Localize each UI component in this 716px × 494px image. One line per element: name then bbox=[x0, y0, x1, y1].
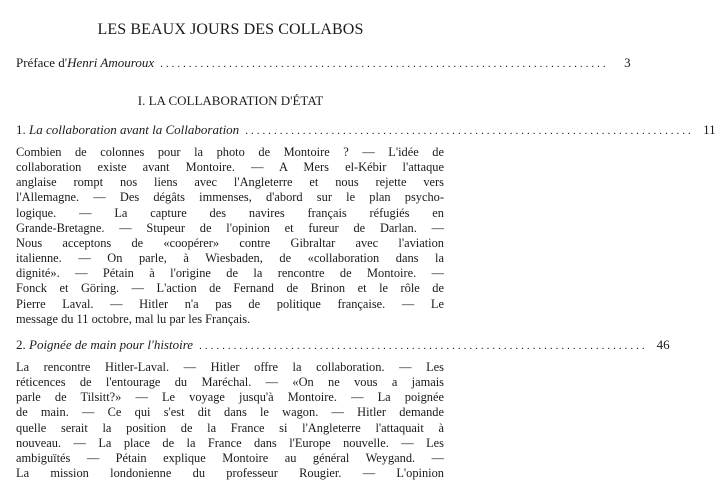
preface-label-prefix: Préface d' bbox=[16, 55, 68, 70]
summary-line: La mission londonienne du professeur Rougier. — L'opinion bbox=[16, 466, 444, 481]
toc-chapter-1-label bbox=[16, 122, 239, 138]
chapter-title: La collaboration avant la Collaboration bbox=[29, 122, 240, 137]
summary-line: Combien de colonnes pour la photo de Montoire ? — L'idée de bbox=[16, 145, 444, 159]
toc-entry-preface[interactable] bbox=[16, 55, 631, 71]
toc-entry-chapter-1[interactable] bbox=[16, 122, 716, 138]
chapter-1-summary bbox=[16, 145, 444, 327]
toc-page-number: 11 bbox=[703, 122, 716, 137]
summary-line: ambiguïtés — Pétain explique Montoire au général Weygand. — bbox=[16, 450, 444, 465]
summary-line: logique. — La capture des navires français réfugiés en bbox=[16, 205, 444, 220]
toc-page-number: 3 bbox=[624, 55, 631, 70]
dot-leader: .............................................................................. bbox=[245, 125, 694, 137]
summary-line: dignité». — Pétain à l'origine de la rencontre de Montoire. — bbox=[16, 266, 444, 281]
summary-line: La rencontre Hitler-Laval. — Hitler offre la collaboration. — Les bbox=[16, 360, 444, 374]
summary-line: message du 11 octobre, mal lu par les Français. bbox=[16, 311, 251, 326]
summary-line: nouveau. — La place de la France dans l'Europe nouvelle. — Les bbox=[16, 435, 444, 450]
toc-page-number: 46 bbox=[656, 337, 670, 352]
book-title: LES BEAUX JOURS DES COLLABOS bbox=[97, 21, 364, 38]
summary-line: collaboration existe avant Montoire. — A Mers el-Kébir l'attaque bbox=[16, 160, 444, 175]
toc-chapter-2-label bbox=[16, 337, 193, 353]
summary-line: quelle serait la position de la France si l'Angleterre l'attaquait à bbox=[16, 420, 444, 435]
toc-preface-label bbox=[16, 55, 154, 71]
chapter-2-summary bbox=[16, 360, 444, 481]
summary-line: Nous acceptons de «coopérer» contre Gibraltar avec l'aviation bbox=[16, 235, 444, 250]
dot-leader: .............................................................................. bbox=[160, 58, 609, 70]
chapter-number: 2. bbox=[16, 337, 26, 352]
chapter-number: 1. bbox=[16, 122, 26, 137]
summary-line: de main. — Ce qui s'est dit dans le wagon. — Hitler demande bbox=[16, 405, 444, 420]
dot-leader: .............................................................................. bbox=[199, 340, 648, 352]
preface-author: Henri Amouroux bbox=[67, 55, 155, 70]
summary-line: italienne. — On parle, à Wiesbaden, de «collaboration dans la bbox=[16, 251, 444, 266]
summary-line: l'Allemagne. — Des dégâts immenses, d'abord sur le plan psycho- bbox=[16, 190, 444, 205]
summary-line: réticences de l'entourage du Maréchal. — «On ne vous a jamais bbox=[16, 375, 444, 390]
toc-entry-chapter-2[interactable] bbox=[16, 337, 670, 353]
summary-line: anglaise rompt nos liens avec l'Angleterre et nous rejette vers bbox=[16, 175, 444, 190]
summary-line: Pierre Laval. — Hitler n'a pas de politique française. — Le bbox=[16, 296, 444, 311]
summary-line: Fonck et Göring. — L'action de Fernand de Brinon et le rôle de bbox=[16, 281, 444, 296]
summary-line: Grande-Bretagne. — Stupeur de l'opinion et fureur de Darlan. — bbox=[16, 220, 444, 235]
chapter-title: Poignée de main pour l'histoire bbox=[29, 337, 194, 352]
part-heading: I. LA COLLABORATION D'ÉTAT bbox=[137, 93, 324, 108]
summary-line: parle de Tilsitt?» — Le voyage jusqu'à Montoire. — La poignée bbox=[16, 390, 444, 405]
